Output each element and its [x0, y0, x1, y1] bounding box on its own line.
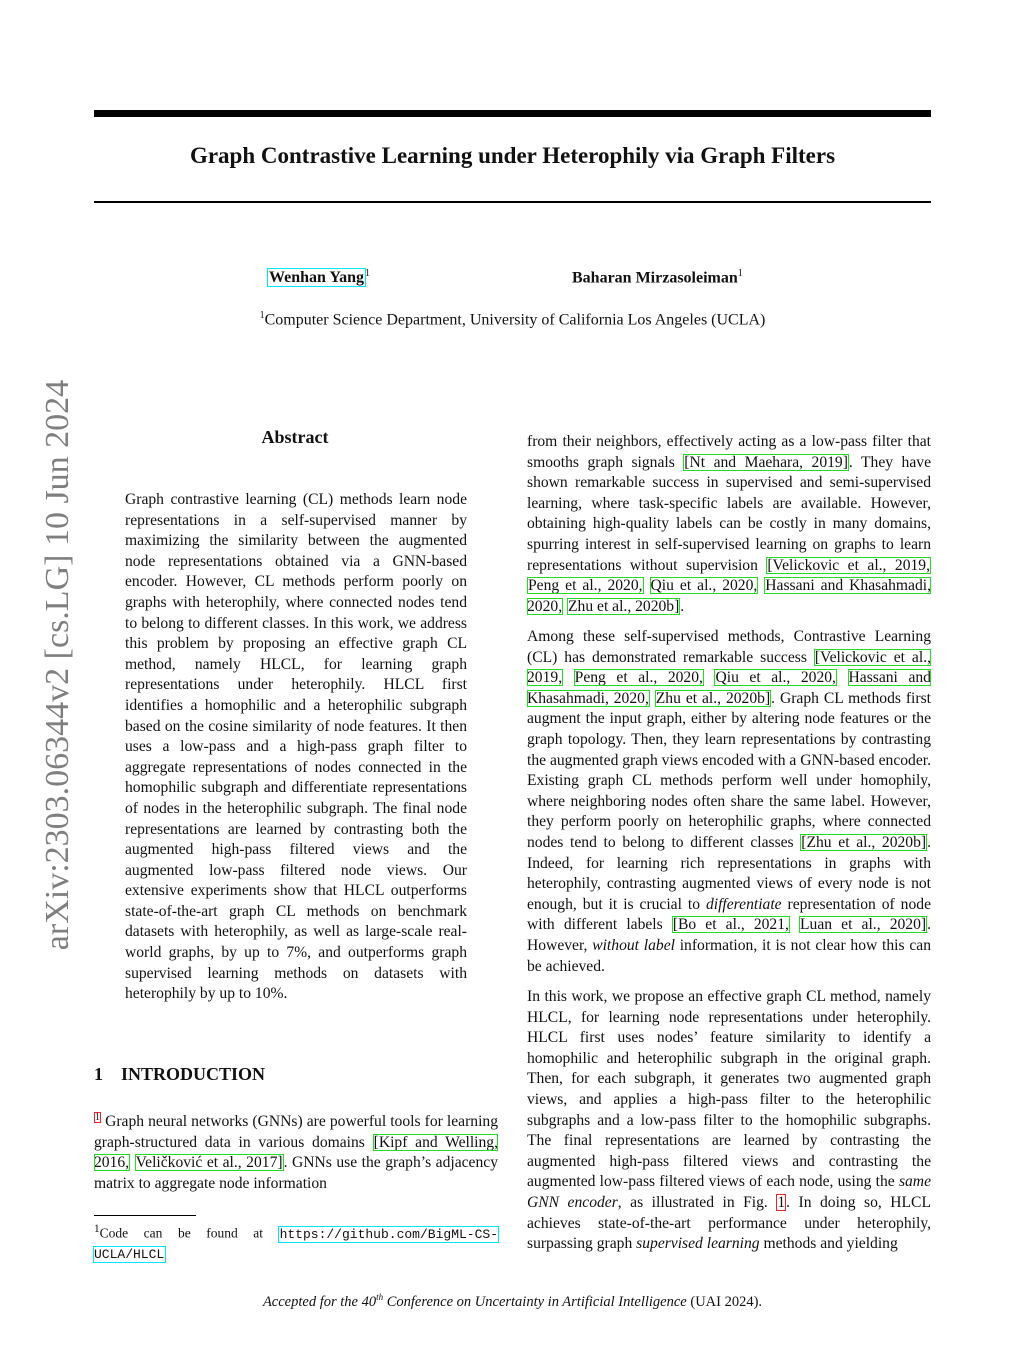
citation-link[interactable]: Veličković et al., 2017] — [135, 1154, 283, 1172]
text-span: . — [680, 597, 685, 615]
text-span: . They have shown remarkable success in supervised and semi-supervised learning, where task-specific labels are available. However, obtaining high-quality labels can be costly in many domains, spurring interest in self-supervised learning on graphs to learn representations without supervision — [527, 453, 931, 574]
text-span: Among these self-supervised methods, Contrastive Learning (CL) has demonstrated remarkable success — [527, 628, 931, 666]
section-title: INTRODUCTION — [121, 1064, 266, 1084]
citation-link[interactable]: Zhu et al., 2020b] — [568, 597, 680, 615]
section-number: 1 — [94, 1064, 103, 1084]
text-span: , as illustrated in Fig. — [617, 1193, 777, 1211]
text-span: In this work, we propose an effective graph CL method, namely HLCL, for learning node representations under heterophily. HLCL first uses nodes’ feature similarity to identify a homophilic and heterophilic subgraph in the original graph. Then, for each subgraph, it generates two augmented graph views, and applies a high-pass filter to the heterophilic subgraphs and a low-pass filter to the homophilic subgraphs. The final representations are learned by contrasting the augmented high-pass filtered views and contrasting the augmented low-pass filtered views of each node, using the — [527, 988, 931, 1191]
affiliation — [94, 310, 931, 329]
footnote — [94, 1220, 498, 1264]
affiliation-mark: 1 — [259, 310, 265, 321]
citation-link[interactable]: [Velickovic et al., 2019, — [767, 556, 931, 574]
text-span: methods and yielding — [759, 1235, 898, 1253]
citation-link[interactable]: Peng et al., 2020, — [574, 669, 703, 687]
emphasis: without label — [592, 936, 675, 954]
emphasis: differentiate — [705, 895, 782, 913]
footnote-ref-link[interactable]: 1 — [95, 1112, 100, 1123]
text-span: information, it is not clear how this can be achieved. — [527, 936, 931, 975]
citation-link[interactable]: [Bo et al., 2021, — [672, 916, 789, 934]
citation-link[interactable]: Qiu et al., 2020, — [715, 669, 836, 687]
citation-link[interactable]: Peng et al., 2020, — [528, 577, 643, 595]
affiliation-text: Computer Science Department, University of California Los Angeles (UCLA) — [264, 311, 766, 329]
footer-text-b: Conference on Uncertainty in Artificial Intelligence — [383, 1293, 687, 1310]
code-url-link[interactable]: https://github.com/BigML-CS-UCLA/HLCL — [94, 1226, 498, 1262]
author-1-mark: 1 — [365, 268, 370, 279]
emphasis: supervised learning — [636, 1235, 760, 1253]
figure-ref-link[interactable]: 1 — [777, 1193, 786, 1211]
title-rule-bottom — [94, 201, 931, 203]
citation-link[interactable]: Hassani and Khasahmadi, 2020, — [527, 669, 931, 707]
text-span: . In doing so, HLCL achieves state-of-the-art performance under heterophily, surpassing graph — [527, 1193, 931, 1253]
author-1-link[interactable]: Wenhan Yang — [269, 269, 364, 287]
footer-text-c: (UAI 2024). — [690, 1293, 763, 1310]
intro-paragraph — [94, 1108, 498, 1195]
author-2 — [572, 268, 743, 287]
emphasis: same GNN encoder — [527, 1173, 931, 1211]
citation-link[interactable]: Hassani and Khasahmadi, 2020, — [527, 577, 932, 615]
author-2-mark: 1 — [737, 268, 743, 279]
citation-link[interactable]: [Zhu et al., 2020b] — [801, 833, 927, 851]
intro-text-a: Graph neural networks (GNNs) are powerful tools for learning graph-structured data in various domains — [94, 1113, 498, 1151]
citation-link[interactable]: [Kipf and Welling, 2016, — [94, 1133, 498, 1172]
text-span: . Graph CL methods first augment the input graph, either by altering node features or the graph topology. Then, they learn representations by contrasting the augmented graph views encoded with a GNN-based encoder. Existing graph CL methods perform well under homophily, where neighboring nodes often share the same label. However, they perform poorly on heterophilic graphs, where connected nodes tend to belong to different classes — [527, 689, 931, 851]
col2-paragraph-2 — [527, 627, 931, 977]
footer-text-a: Accepted for the 40 — [262, 1293, 377, 1310]
footnote-rule — [94, 1215, 196, 1216]
intro-text-b: . GNNs use the graph’s adjacency matrix to aggregate node information — [94, 1154, 498, 1192]
footer-sup: th — [376, 1292, 384, 1302]
abstract-heading: Abstract — [261, 427, 329, 447]
citation-link[interactable]: Luan et al., 2020] — [800, 916, 927, 934]
abstract-text: Graph contrastive learning (CL) methods learn node representations in a self-supervised manner by maximizing the similarity between the augmented node representations obtained via a GNN-based encoder. However, CL methods perform poorly on graphs with heterophily, where connected nodes tend to belong to different classes. In this work, we address this problem by proposing an effective graph CL method, namely HLCL, for learning graph representations under heterophily. HLCL first identifies a homophilic and a heterophilic subgraph based on the cosine similarity of node features. It then uses a low-pass and a high-pass graph filter to aggregate representations of nodes connected in the homophilic subgraph and differentiate representations of nodes in the heterophilic subgraph. The final node representations are learned by contrasting both the augmented high-pass filtered views and the augmented low-pass filtered node views. Our extensive experiments show that HLCL outperforms state-of-the-art graph CL methods on benchmark datasets with heterophily, as well as large-scale real-world graphs, by up to 7%, and outperforms graph supervised learning methods on datasets with heterophily by up to 10%. — [125, 491, 467, 1003]
author-1 — [268, 268, 370, 287]
text-span: from their neighbors, effectively acting as a low-pass filter that smooths graph signals — [527, 433, 931, 471]
citation-link[interactable]: [Nt and Maehara, 2019] — [684, 453, 848, 471]
citation-link[interactable]: [Velickovic et al., 2019, — [527, 648, 931, 687]
conference-footer — [94, 1292, 931, 1311]
footnote-text: Code can be found at — [99, 1225, 279, 1241]
footnote-mark: 1 — [94, 1223, 100, 1235]
text-span: . However, — [527, 916, 931, 954]
col2-paragraph-1 — [527, 432, 931, 617]
citation-link[interactable]: Zhu et al., 2020b] — [655, 689, 771, 707]
text-span: representation of node with different labels — [527, 895, 931, 934]
author-2-name: Baharan Mirzasoleiman — [572, 269, 738, 287]
section-heading-introduction — [94, 1064, 265, 1085]
citation-link[interactable]: Qiu et al., 2020, — [650, 577, 758, 595]
col2-paragraph-3 — [527, 987, 931, 1255]
title-rule-top — [94, 110, 931, 117]
arxiv-stamp: arXiv:2303.06344v2 [cs.LG] 10 Jun 2024 — [39, 379, 76, 951]
text-span: . Indeed, for learning rich representations in graphs with heterophily, contrasting augmented views of every node is not enough, but it is crucial to — [527, 833, 931, 913]
paper-title: Graph Contrastive Learning under Heterophily via Graph Filters — [189, 143, 836, 168]
